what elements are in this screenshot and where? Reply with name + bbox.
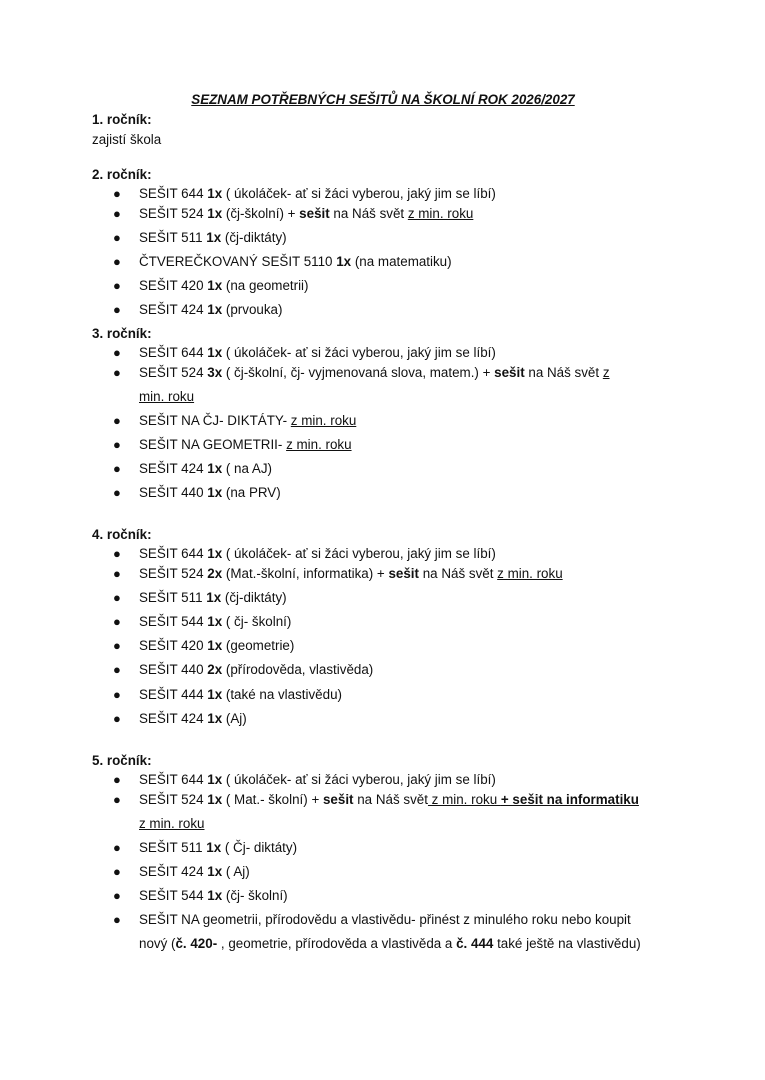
bullet: ● — [113, 590, 121, 605]
list-item: ČTVEREČKOVANÝ SEŠIT 5110 1x (na matematiku) — [139, 254, 452, 269]
list-item-continuation: min. roku — [139, 389, 195, 404]
list-item: SEŠIT 644 1x ( úkoláček- ať si žáci vyberou, jaký jim se líbí) — [139, 772, 496, 787]
bullet: ● — [113, 461, 121, 476]
bullet: ● — [113, 566, 121, 581]
list-item: SEŠIT 511 1x ( Čj- diktáty) — [139, 840, 298, 855]
list-item: SEŠIT 511 1x (čj-diktáty) — [139, 230, 287, 245]
bullet: ● — [113, 888, 121, 903]
bullet: ● — [113, 278, 121, 293]
list-item: SEŠIT NA GEOMETRII- z min. roku — [139, 437, 352, 452]
grade-4-heading: 4. ročník: — [92, 527, 152, 542]
bullet: ● — [113, 206, 121, 221]
grade-1-note: zajistí škola — [92, 132, 162, 147]
bullet: ● — [113, 302, 121, 317]
grade-5-heading: 5. ročník: — [92, 753, 152, 768]
bullet: ● — [113, 792, 121, 807]
list-item: SEŠIT 524 1x (čj-školní) + sešit na Náš svět z min. roku — [139, 206, 474, 221]
list-item: SEŠIT 524 2x (Mat.-školní, informatika) + sešit na Náš svět z min. roku — [139, 566, 563, 581]
list-item: SEŠIT 644 1x ( úkoláček- ať si žáci vyberou, jaký jim se líbí) — [139, 186, 496, 201]
list-item: SEŠIT 424 1x ( na AJ) — [139, 461, 273, 476]
bullet: ● — [113, 230, 121, 245]
bullet: ● — [113, 437, 121, 452]
list-item: SEŠIT NA geometrii, přírodovědu a vlastivědu- přinést z minulého roku nebo koupit — [139, 912, 631, 927]
bullet: ● — [113, 546, 121, 561]
bullet: ● — [113, 687, 121, 702]
bullet: ● — [113, 662, 121, 677]
list-item: SEŠIT 524 3x ( čj-školní, čj- vyjmenovaná slova, matem.) + sešit na Náš svět z — [139, 365, 610, 380]
bullet: ● — [113, 711, 121, 726]
bullet: ● — [113, 638, 121, 653]
bullet: ● — [113, 186, 121, 201]
list-item: SEŠIT 444 1x (také na vlastivědu) — [139, 687, 342, 702]
list-item: SEŠIT 440 2x (přírodověda, vlastivěda) — [139, 662, 374, 677]
grade-2-heading: 2. ročník: — [92, 167, 152, 182]
list-item: SEŠIT NA ČJ- DIKTÁTY- z min. roku — [139, 413, 357, 428]
bullet: ● — [113, 254, 121, 269]
list-item-continuation: nový (č. 420- , geometrie, přírodověda a vlastivěda a č. 444 také ještě na vlastivědu) — [139, 936, 641, 951]
bullet: ● — [113, 365, 121, 380]
bullet: ● — [113, 912, 121, 927]
list-item: SEŠIT 424 1x ( Aj) — [139, 864, 250, 879]
bullet: ● — [113, 840, 121, 855]
bullet: ● — [113, 772, 121, 787]
list-item: SEŠIT 511 1x (čj-diktáty) — [139, 590, 287, 605]
document-title: SEZNAM POTŘEBNÝCH SEŠITŮ NA ŠKOLNÍ ROK 2026/2027 — [191, 92, 575, 107]
list-item: SEŠIT 544 1x (čj- školní) — [139, 888, 288, 903]
bullet: ● — [113, 614, 121, 629]
bullet: ● — [113, 864, 121, 879]
bullet: ● — [113, 485, 121, 500]
list-item: SEŠIT 440 1x (na PRV) — [139, 485, 281, 500]
list-item-continuation: z min. roku — [139, 816, 205, 831]
list-item: SEŠIT 544 1x ( čj- školní) — [139, 614, 292, 629]
list-item: SEŠIT 420 1x (na geometrii) — [139, 278, 309, 293]
list-item: SEŠIT 424 1x (Aj) — [139, 711, 247, 726]
grade-1-heading: 1. ročník: — [92, 112, 152, 127]
bullet: ● — [113, 413, 121, 428]
list-item: SEŠIT 424 1x (prvouka) — [139, 302, 283, 317]
grade-3-heading: 3. ročník: — [92, 326, 152, 341]
list-item: SEŠIT 524 1x ( Mat.- školní) + sešit na Náš svět z min. roku + sešit na informatiku — [139, 792, 639, 807]
list-item: SEŠIT 644 1x ( úkoláček- ať si žáci vyberou, jaký jim se líbí) — [139, 546, 496, 561]
list-item: SEŠIT 644 1x ( úkoláček- ať si žáci vyberou, jaký jim se líbí) — [139, 345, 496, 360]
list-item: SEŠIT 420 1x (geometrie) — [139, 638, 295, 653]
bullet: ● — [113, 345, 121, 360]
